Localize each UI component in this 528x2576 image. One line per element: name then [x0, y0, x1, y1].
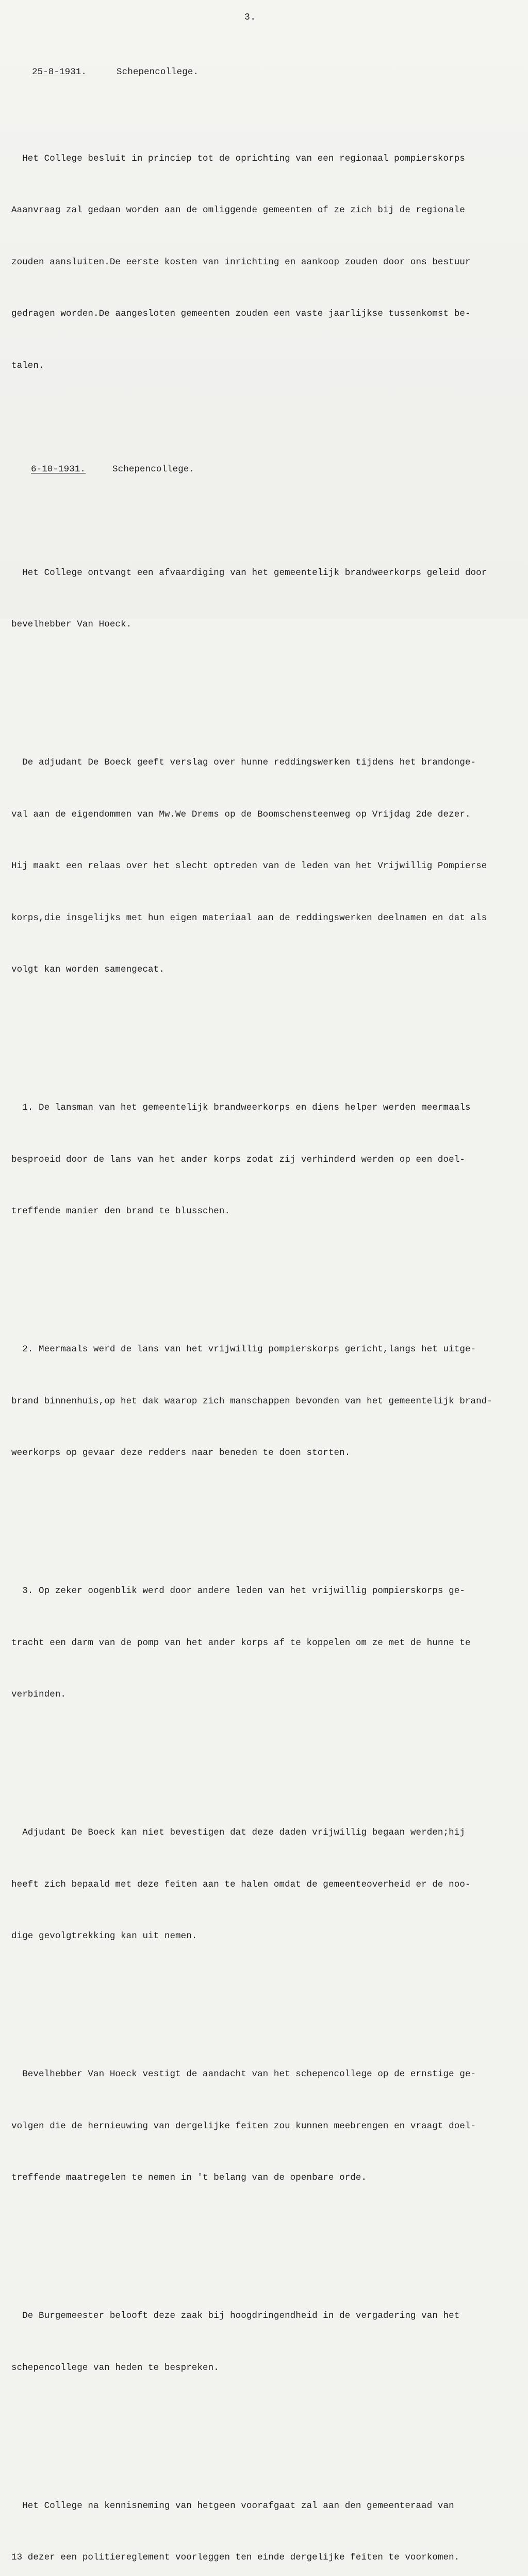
entry-date: 6-10-1931. [31, 461, 86, 479]
text-line: schepencollege van heden te bespreken. [11, 2360, 519, 2377]
text-line: Aaanvraag zal gedaan worden aan de omliggende gemeenten of ze zich bij de regionale [11, 202, 519, 219]
text-line: bevelhebber Van Hoeck. [11, 616, 519, 634]
text-line: Het College besluit in princiep tot de oprichting van een regionaal pompierskorps [11, 150, 519, 168]
text-line: 13 dezer een politiereglement voorleggen ten einde dergelijke feiten te voorkomen. [11, 2549, 519, 2567]
text-line: Bevelhebber Van Hoeck vestigt de aandacht van het schepencollege op de ernstige ge- [11, 2066, 519, 2083]
text-line: besproeid door de lans van het ander korps zodat zij verhinderd werden op een doel- [11, 1151, 519, 1169]
text-line: tracht een darm van de pomp van het ander korps af te koppelen om ze met de hunne te [11, 1635, 519, 1652]
text-line: weerkorps op gevaar deze redders naar beneden te doen storten. [11, 1445, 519, 1462]
document-page [0, 0, 528, 619]
text-line: 2. Meermaals werd de lans van het vrijwillig pompierskorps gericht,langs het uitge- [11, 1341, 519, 1359]
text-line: Het College na kennisneming van hetgeen voorafgaat zal aan den gemeenteraad van [11, 2498, 519, 2515]
text-line: Het College ontvangt een afvaardiging van het gemeentelijk brandweerkorps geleid door [11, 565, 519, 582]
text-line: korps,die insgelijks met hun eigen materiaal aan de reddingswerken deelnamen en dat als [11, 910, 519, 927]
text-line: treffende manier den brand te blusschen. [11, 1203, 519, 1221]
text-line: zouden aansluiten.De eerste kosten van inrichting en aankoop zouden door ons bestuur [11, 254, 519, 272]
entry-heading [11, 461, 519, 479]
text-line: volgt kan worden samengecat. [11, 961, 519, 979]
entry-date: 25-8-1931. [32, 64, 87, 81]
entry-heading [11, 64, 519, 81]
paragraph [11, 116, 519, 410]
text-line: De adjudant De Boeck geeft verslag over hunne reddingswerken tijdens het brandonge- [11, 754, 519, 772]
paragraph [11, 1548, 519, 1738]
text-line: 3. Op zeker oogenblik werd door andere leden van het vrijwillig pompierskorps ge- [11, 1583, 519, 1600]
text-line: heeft zich bepaald met deze feiten aan te halen omdat de gemeenteoverheid er de noo- [11, 1876, 519, 1894]
text-line: gedragen worden.De aangesloten gemeenten zouden een vaste jaarlijkse tussenkomst be- [11, 306, 519, 323]
text-line: Hij maakt een relaas over het slecht optreden van de leden van het Vrijwillig Pompierse [11, 858, 519, 875]
text-line: volgen die de hernieuwing van dergelijke feiten zou kunnen meebrengen en vraagt doel- [11, 2118, 519, 2136]
paragraph [11, 2031, 519, 2222]
text-line: 1. De lansman van het gemeentelijk brandweerkorps en diens helper werden meermaals [11, 1099, 519, 1117]
text-line: dige gevolgtrekking kan uit nemen. [11, 1928, 519, 1945]
entry-title: Schepencollege. [112, 461, 194, 479]
entry-title: Schepencollege. [117, 64, 199, 81]
paragraph [11, 1790, 519, 1980]
text-line: val aan de eigendommen van Mw.We Drems op de Boomschensteenweg op Vrijdag 2de dezer. [11, 806, 519, 824]
text-line: talen. [11, 358, 519, 375]
paragraph [11, 720, 519, 1013]
paragraph [11, 2463, 519, 2576]
text-line: Adjudant De Boeck kan niet bevestigen dat deze daden vrijwillig begaan werden;hij [11, 1824, 519, 1842]
paragraph [11, 530, 519, 668]
paragraph [11, 1065, 519, 1255]
paragraph [11, 2273, 519, 2411]
paragraph [11, 1307, 519, 1497]
text-line: treffende maatregelen te nemen in 't belang van de openbare orde. [11, 2170, 519, 2187]
text-line: verbinden. [11, 1686, 519, 1704]
text-line: De Burgemeester belooft deze zaak bij hoogdringendheid in de vergadering van het [11, 2308, 519, 2325]
page-number: 3. [244, 12, 256, 23]
text-line: brand binnenhuis,op het dak waarop zich manschappen bevonden van het gemeentelijk brand- [11, 1393, 519, 1411]
document-body [11, 29, 519, 2576]
